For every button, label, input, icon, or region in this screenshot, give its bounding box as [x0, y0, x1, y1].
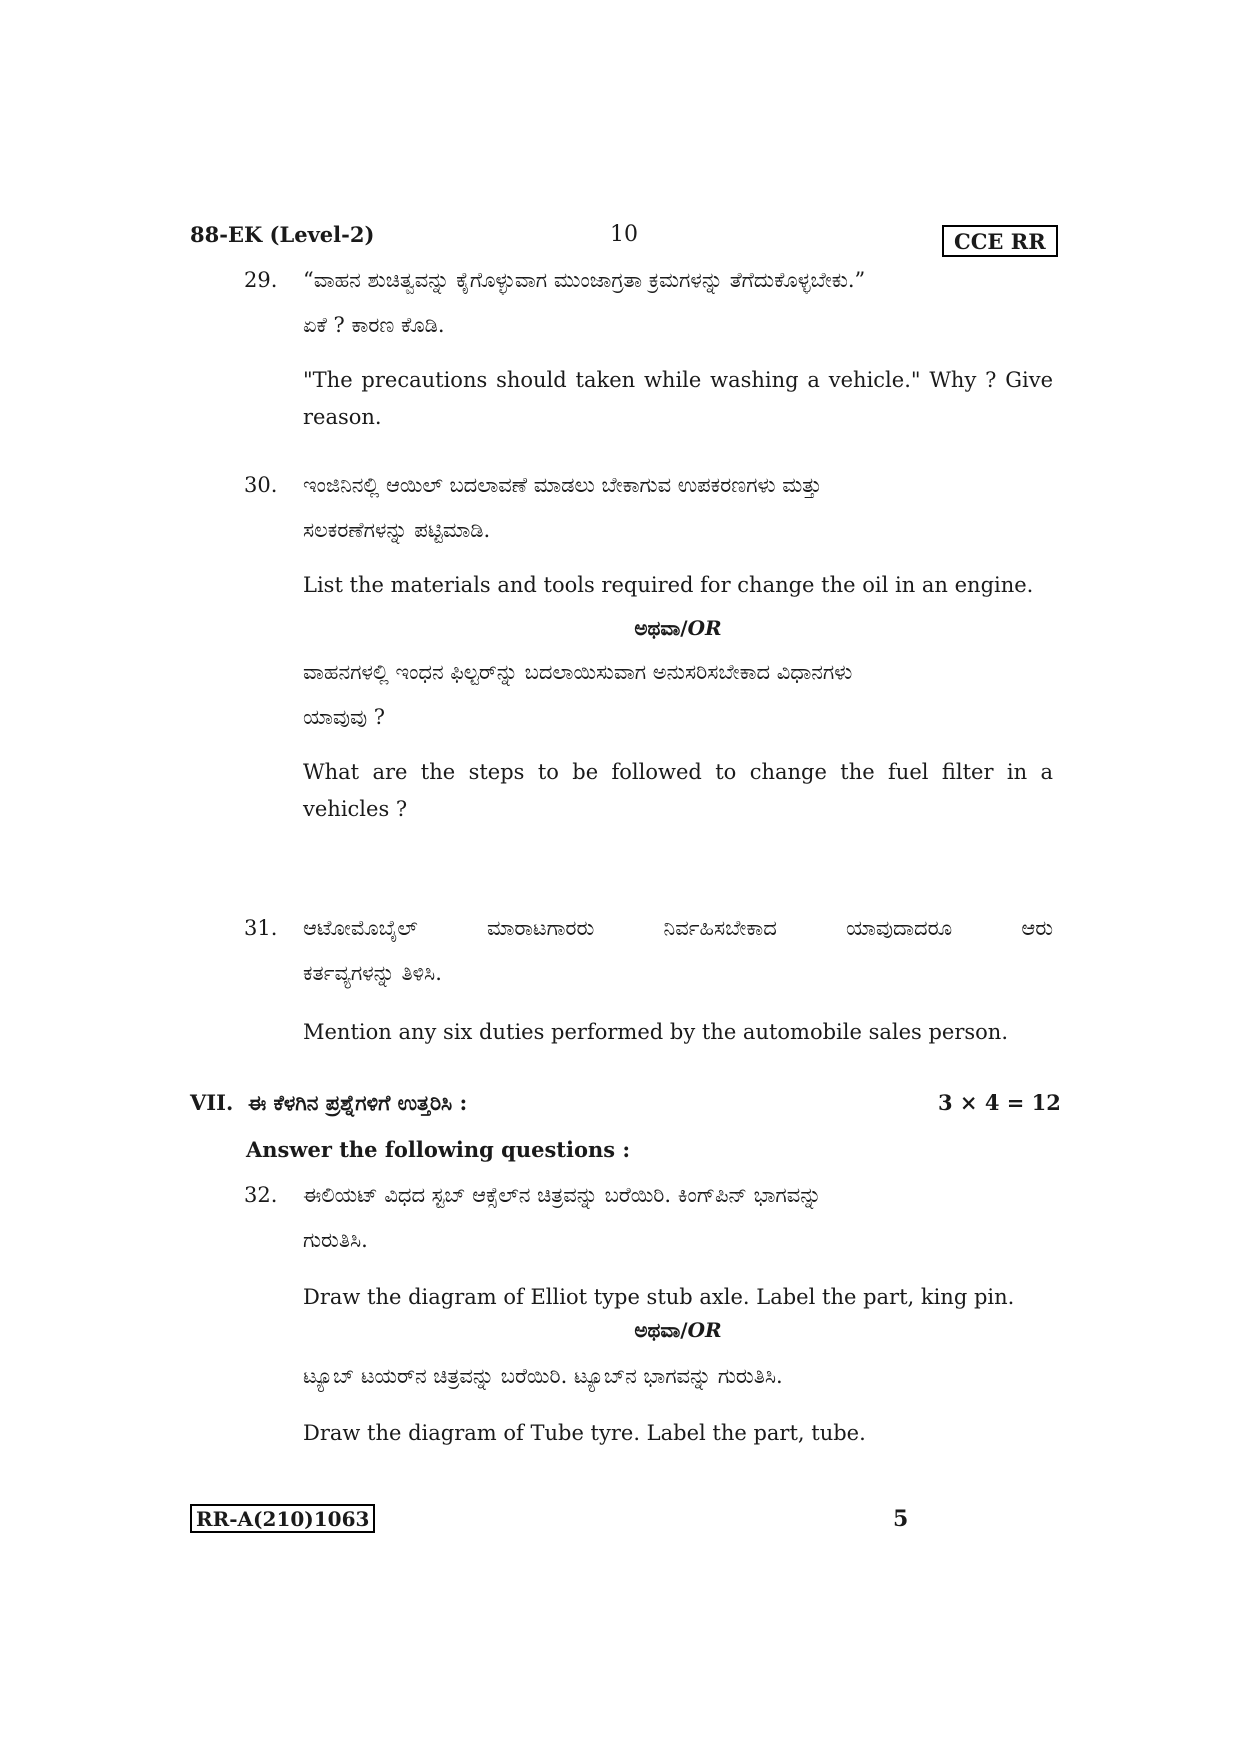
paper-code: 88-EK (Level-2): [190, 222, 375, 247]
q31-kn-word: ನಿರ್ವಹಿಸಬೇಕಾದ: [663, 916, 777, 940]
q32-or-en: OR: [687, 1318, 722, 1342]
q32-or: [303, 1318, 1053, 1342]
q31-kn-word: ಆರು: [1021, 916, 1053, 940]
q30-alt-kn-line1: ವಾಹನಗಳಲ್ಲಿ ಇಂಧನ ಫಿಲ್ಟರ್‌ನ್ನು ಬದಲಾಯಿಸುವಾಗ ಅನುಸರಿಸಬೇಕಾದ ವಿಧಾನಗಳು: [303, 660, 853, 684]
q31-block: [303, 910, 1053, 1051]
q30-kn-line2: ಸಲಕರಣೆಗಳನ್ನು ಪಟ್ಟಿಮಾಡಿ.: [303, 518, 491, 542]
q32-or-kn: ಅಥವಾ/: [634, 1318, 688, 1342]
q30-or-en: OR: [687, 616, 722, 640]
footer-page: 5: [893, 1506, 909, 1532]
q29-block: [303, 262, 1053, 436]
q29-number: 29.: [244, 268, 278, 292]
q32-en: Draw the diagram of Elliot type stub axle. Label the part, king pin.: [303, 1285, 1015, 1309]
q31-kn-word: ಮಾರಾಟಗಾರರು: [486, 916, 595, 940]
q30-kn-line1: ಇಂಜಿನಿನಲ್ಲಿ ಆಯಿಲ್ ಬದಲಾವಣೆ ಮಾಡಲು ಬೇಕಾಗುವ ಉಪಕರಣಗಳು ಮತ್ತು: [303, 473, 822, 497]
q30-en: List the materials and tools required for change the oil in an engine.: [303, 573, 1034, 597]
section-vii-en-title: Answer the following questions :: [246, 1137, 631, 1162]
q32-alt-kn: ಟ್ಯೂಬ್ ಟಯರ್‌ನ ಚಿತ್ರವನ್ನು ಬರೆಯಿರಿ. ಟ್ಯೂಬ್‌ನ ಭಾಗವನ್ನು ಗುರುತಿಸಿ.: [303, 1364, 783, 1388]
footer-code: RR-A(210)1063: [190, 1504, 375, 1533]
section-vii-kn-title: ಈ ಕೆಳಗಿನ ಪ್ರಶ್ನೆಗಳಿಗೆ ಉತ್ತರಿಸಿ :: [248, 1090, 468, 1115]
q31-kn-line2: ಕರ್ತವ್ಯಗಳನ್ನು ತಿಳಿಸಿ.: [303, 961, 442, 985]
q30-or-kn: ಅಥವಾ/: [634, 616, 688, 640]
q31-kn-word: ಆಟೋಮೊಬೈಲ್: [303, 916, 418, 940]
q30-alt-kn-line2: ಯಾವುವು ?: [303, 705, 386, 729]
q30-block: [303, 467, 1053, 828]
q29-en: "The precautions should taken while washing a vehicle." Why ? Give reason.: [303, 368, 1053, 429]
q30-number: 30.: [244, 473, 278, 497]
q32-kn-line1: ಈಲಿಯಟ್ ವಿಧದ ಸ್ಟಬ್ ಆಕ್ಸೆಲ್‌ನ ಚಿತ್ರವನ್ನು ಬರೆಯಿರಿ. ಕಿಂಗ್‌ಪಿನ್ ಭಾಗವನ್ನು: [303, 1183, 822, 1207]
q31-en: Mention any six duties performed by the automobile sales person.: [303, 1020, 1009, 1044]
q32-number: 32.: [244, 1183, 278, 1207]
q29-kn-line2: ಏಕೆ ? ಕಾರಣ ಕೊಡಿ.: [303, 313, 445, 337]
q31-kn-word: ಯಾವುದಾದರೂ: [846, 916, 953, 940]
q30-alt-en: What are the steps to be followed to change the fuel filter in a vehicles ?: [303, 760, 1053, 821]
q30-or: [303, 616, 1053, 640]
page-number: 10: [610, 222, 638, 247]
q32-block: [303, 1177, 1053, 1452]
q31-number: 31.: [244, 916, 278, 940]
q32-alt-en: Draw the diagram of Tube tyre. Label the part, tube.: [303, 1421, 866, 1445]
q31-kn-line1: [303, 910, 1053, 947]
section-vii-label: VII.: [190, 1090, 234, 1115]
q32-kn-line2: ಗುರುತಿಸಿ.: [303, 1228, 368, 1252]
section-vii-marks: 3 × 4 = 12: [938, 1090, 1061, 1115]
q29-kn-line1: “ವಾಹನ ಶುಚಿತ್ವವನ್ನು ಕೈಗೊಳ್ಳುವಾಗ ಮುಂಜಾಗ್ರತಾ ಕ್ರಮಗಳನ್ನು ತೆಗೆದುಕೊಳ್ಳಬೇಕು.”: [303, 268, 866, 292]
cce-rr-box: CCE RR: [942, 225, 1058, 257]
